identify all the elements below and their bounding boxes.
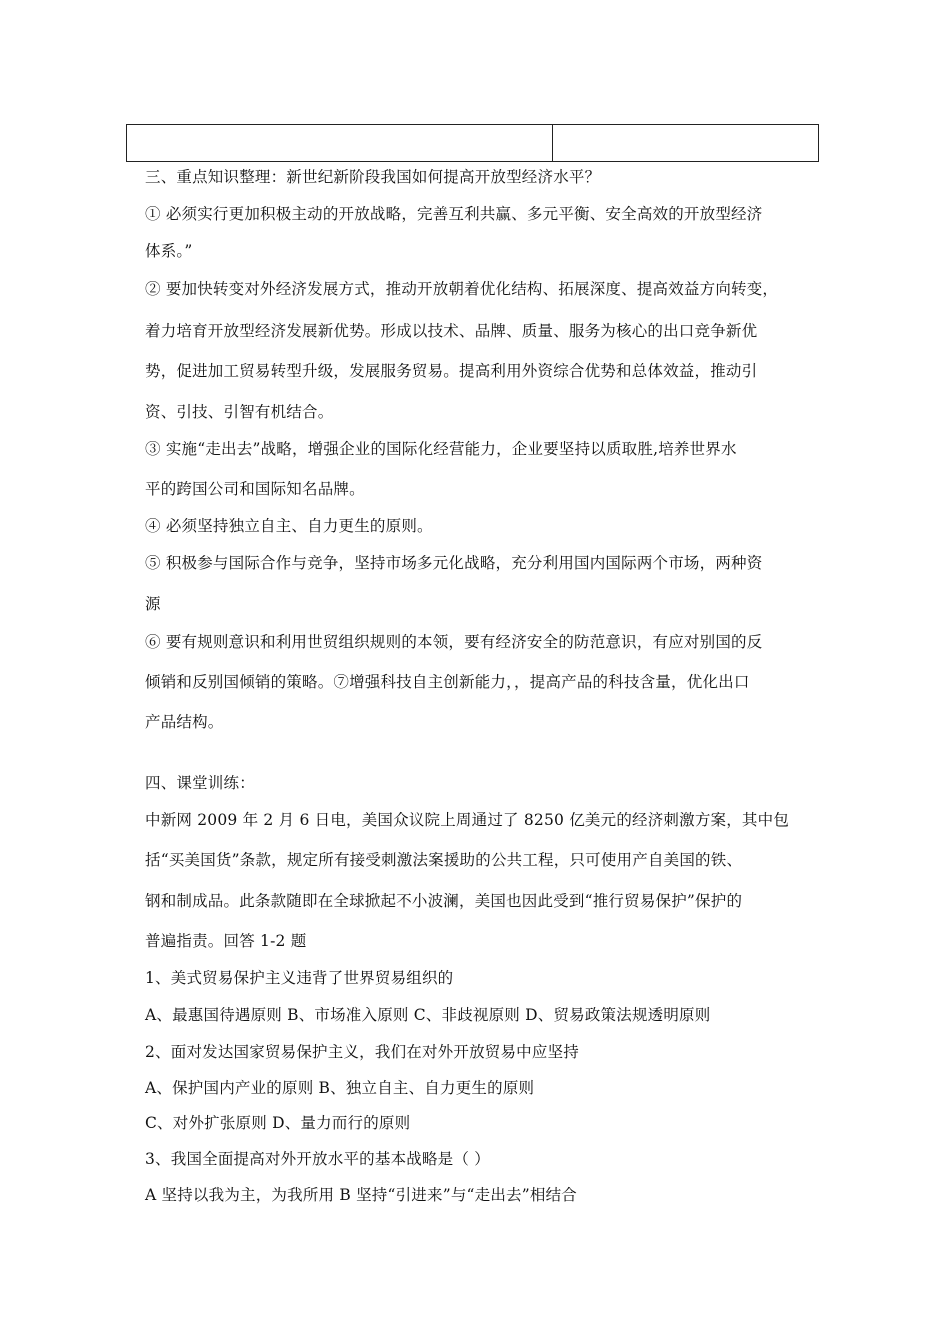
passage-line: 钢和制成品。此条款随即在全球掀起不小波澜，美国也因此受到“推行贸易保护”保护的: [145, 892, 743, 910]
section-3-line: ④ 必须坚持独立自主、自力更生的原则。: [145, 517, 433, 535]
section-3-title: 三、重点知识整理：新世纪新阶段我国如何提高开放型经济水平？: [145, 168, 601, 186]
section-3-line: 着力培育开放型经济发展新优势。形成以技术、品牌、质量、服务为核心的出口竞争新优: [145, 322, 758, 340]
question-2-options-cd: C、对外扩张原则 D、量力而行的原则: [145, 1114, 411, 1132]
section-3-line: 源: [145, 595, 161, 613]
section-3-line: 倾销和反别国倾销的策略。⑦增强科技自主创新能力，，提高产品的科技含量，优化出口: [145, 673, 750, 691]
passage-line: 括“买美国货”条款，规定所有接受刺激法案援助的公共工程，只可使用产自美国的铁、: [145, 851, 743, 869]
passage-line: 普遍指责。回答 1-2 题: [145, 932, 307, 950]
section-3-line: 平的跨国公司和国际知名品牌。: [145, 480, 365, 498]
table-cell: [553, 125, 818, 161]
section-3-line: 势，促进加工贸易转型升级，发展服务贸易。提高利用外资综合优势和总体效益，推动引: [145, 362, 758, 380]
top-table: [126, 124, 819, 162]
question-1-options: A、最惠国待遇原则 B、市场准入原则 C、非歧视原则 D、贸易政策法规透明原则: [145, 1006, 711, 1024]
section-3-line: 资、引技、引智有机结合。: [145, 403, 334, 421]
section-3-line: 产品结构。: [145, 713, 224, 731]
section-3-line: ③ 实施“走出去”战略，增强企业的国际化经营能力，企业要坚持以质取胜,培养世界水: [145, 440, 737, 458]
section-3-line: ⑥ 要有规则意识和利用世贸组织规则的本领，要有经济安全的防范意识，有应对别国的反: [145, 633, 763, 651]
question-3-options-ab: A 坚持以我为主，为我所用 B 坚持“引进来”与“走出去”相结合: [145, 1186, 577, 1204]
question-1-stem: 1、美式贸易保护主义违背了世界贸易组织的: [145, 969, 454, 987]
section-4-title: 四、课堂训练：: [145, 774, 255, 792]
section-3-line: ⑤ 积极参与国际合作与竞争，坚持市场多元化战略，充分利用国内国际两个市场，两种资: [145, 554, 763, 572]
question-2-options-ab: A、保护国内产业的原则 B、独立自主、自力更生的原则: [145, 1079, 535, 1097]
section-3-line: 体系。”: [145, 242, 193, 260]
question-3-stem: 3、我国全面提高对外开放水平的基本战略是（ ）: [145, 1150, 490, 1168]
passage-line: 中新网 2009 年 2 月 6 日电，美国众议院上周通过了 8250 亿美元的经济刺激方案，其中包: [145, 811, 790, 829]
section-3-line: ② 要加快转变对外经济发展方式，推动开放朝着优化结构、拓展深度、提高效益方向转变，: [145, 280, 779, 298]
question-2-stem: 2、面对发达国家贸易保护主义，我们在对外开放贸易中应坚持: [145, 1043, 579, 1061]
section-3-line: ① 必须实行更加积极主动的开放战略，完善互利共赢、多元平衡、安全高效的开放型经济: [145, 205, 763, 223]
table-cell: [127, 125, 553, 161]
